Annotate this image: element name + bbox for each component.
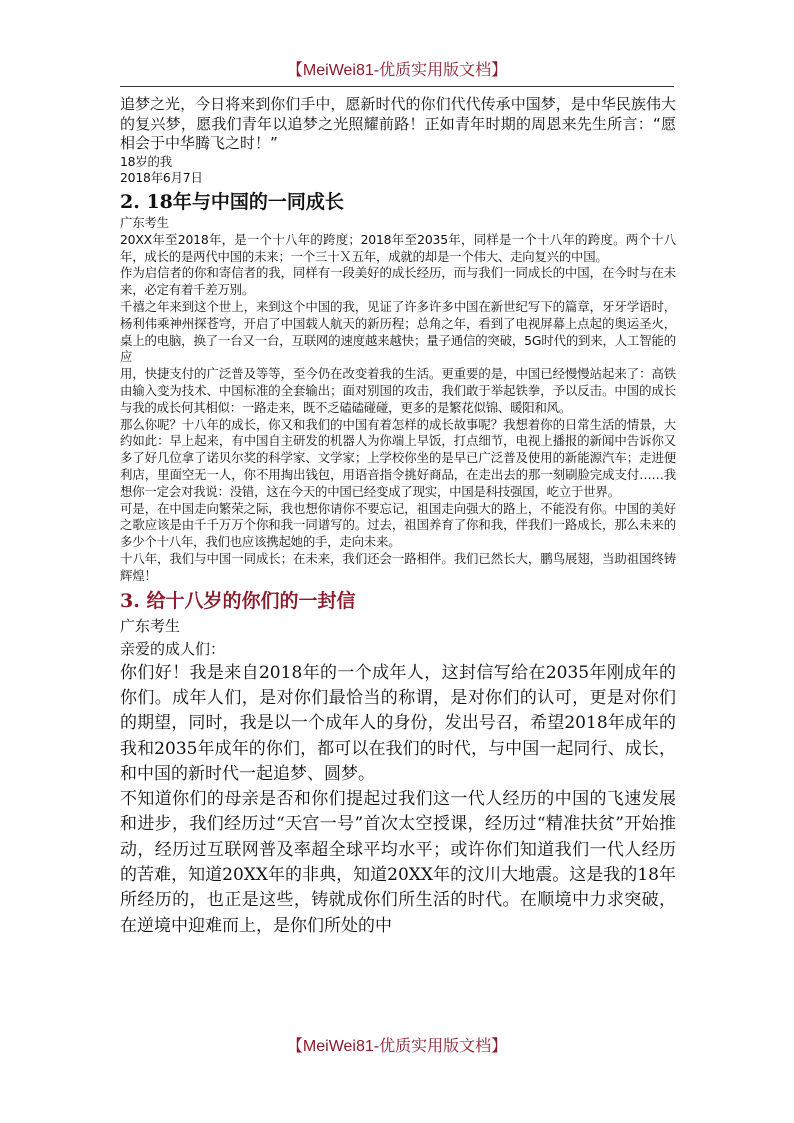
- body-paragraph: 作为启信者的你和寄信者的我，同样有一段美好的成长经历，而与我们一同成长的中国，在今时与在未来，必定有着千差万别。: [120, 265, 676, 298]
- body-paragraph: 不知道你们的母亲是否和你们提起过我们这一代人经历的中国的飞速发展和进步，我们经历过“天宫一号”首次太空授课，经历过“精准扶贫”开始推动，经历过互联网普及率超全球平均水平；或许你们知道我们一代人经历的苦难，知道20XX年的非典，知道20XX年的汶川大地震。这是我的18年所经历的，也正是这些，铸就成你们所生活的时代。在顺境中力求突破，在逆境中迎难而上，是你们所处的中: [120, 789, 676, 936]
- section-title: 3. 给十八岁的你们的一封信: [120, 589, 356, 612]
- body-paragraph: 可是，在中国走向繁荣之际，我也想你请你不要忘记，祖国走向强大的路上，不能没有你。中国的美好之歌应该是由千千万万个你和我一同谱写的。过去，祖国养育了你和我，伴我们一路成长，那么未来的多少个十八年，我们也应该携起她的手，走向未来。: [120, 500, 676, 550]
- section-title: 2. 18年与中国的一同成长: [120, 191, 344, 214]
- body-paragraph: 十八年，我们与中国一同成长；在未来，我们还会一路相伴。我们已然长大，鹏鸟展翅，当助祖国终铸辉煌！: [120, 551, 676, 583]
- letter-signature: 18岁的我: [120, 153, 172, 169]
- header-divider: [120, 86, 674, 87]
- section-author: 广东考生: [120, 616, 181, 635]
- section-author: 广东考生: [120, 215, 169, 231]
- page-footer: 【MeiWei81-优质实用版文档】: [286, 1038, 508, 1055]
- letter-date: 2018年6月7日: [120, 170, 203, 186]
- body-paragraph: 20XX年至2018年，是一个十八年的跨度；2018年至2035年，同样是一个十八年的跨度。两个十八年，成长的是两代中国的未来；一个三十Ｘ五年，成就的却是一个伟大、走向复兴的中国。: [120, 231, 676, 264]
- body-paragraph: 用，快捷支付的广泛普及等等，至今仍在改变着我的生活。更重要的是，中国已经慢慢站起来了：高铁由输入变为技术、中国标准的全套输出；面对别国的攻击，我们敢于举起铁拳，予以反击。中国的成长与我的成长何其相似：一路走来，既不乏磕磕碰碰，更多的是繁花似锦、暖阳和风。: [120, 366, 676, 415]
- document-body: [120, 95, 676, 939]
- letter-salutation: 亲爱的成人们：: [120, 639, 226, 658]
- body-paragraph: 那么你呢？十八年的成长，你又和我们的中国有着怎样的成长故事呢？我想着你的日常生活的情景，大约如此：早上起来，有中国自主研发的机器人为你端上早饭，打点细节，电视上播报的新闻中告诉你又多了好几位拿了诺贝尔奖的科学家、文学家；上学校你坐的是早已广泛普及使用的新能源汽车；走进便利店，里面空无一人，你不用掏出钱包，用语音指令挑好商品，在走出去的那一刻刷脸完成支付……我想你一定会对我说：没错，这在今天的中国已经变成了现实，中国是科技强国，屹立于世界。: [120, 416, 676, 499]
- closing-paragraph: 追梦之光，今日将来到你们手中，愿新时代的你们代代传承中国梦，是中华民族伟大的复兴梦，愿我们青年以追梦之光照耀前路！正如青年时期的周恩来先生所言：“愿相会于中华腾飞之时！”: [120, 95, 676, 152]
- body-paragraph: 千禧之年来到这个世上，来到这个中国的我，见证了许多许多中国在新世纪写下的篇章，牙牙学语时，杨利伟乘神州探苍穹，开启了中国载人航天的新历程；总角之年，看到了电视屏幕上点起的奥运圣火，桌上的电脑，换了一台又一台，互联网的速度越来越快；量子通信的突破，5G时代的到来，人工智能的应: [120, 299, 676, 365]
- body-paragraph: 你们好！我是来自2018年的一个成年人，这封信写给在2035年刚成年的你们。成年人们，是对你们最恰当的称谓，是对你们的认可，更是对你们的期望，同时，我是以一个成年人的身份，发出号召，希望2018年成年的我和2035年成年的你们，都可以在我们的时代，与中国一起同行、成长，和中国的新时代一起追梦、圆梦。: [120, 662, 676, 784]
- page-header: 【MeiWei81-优质实用版文档】: [286, 62, 508, 79]
